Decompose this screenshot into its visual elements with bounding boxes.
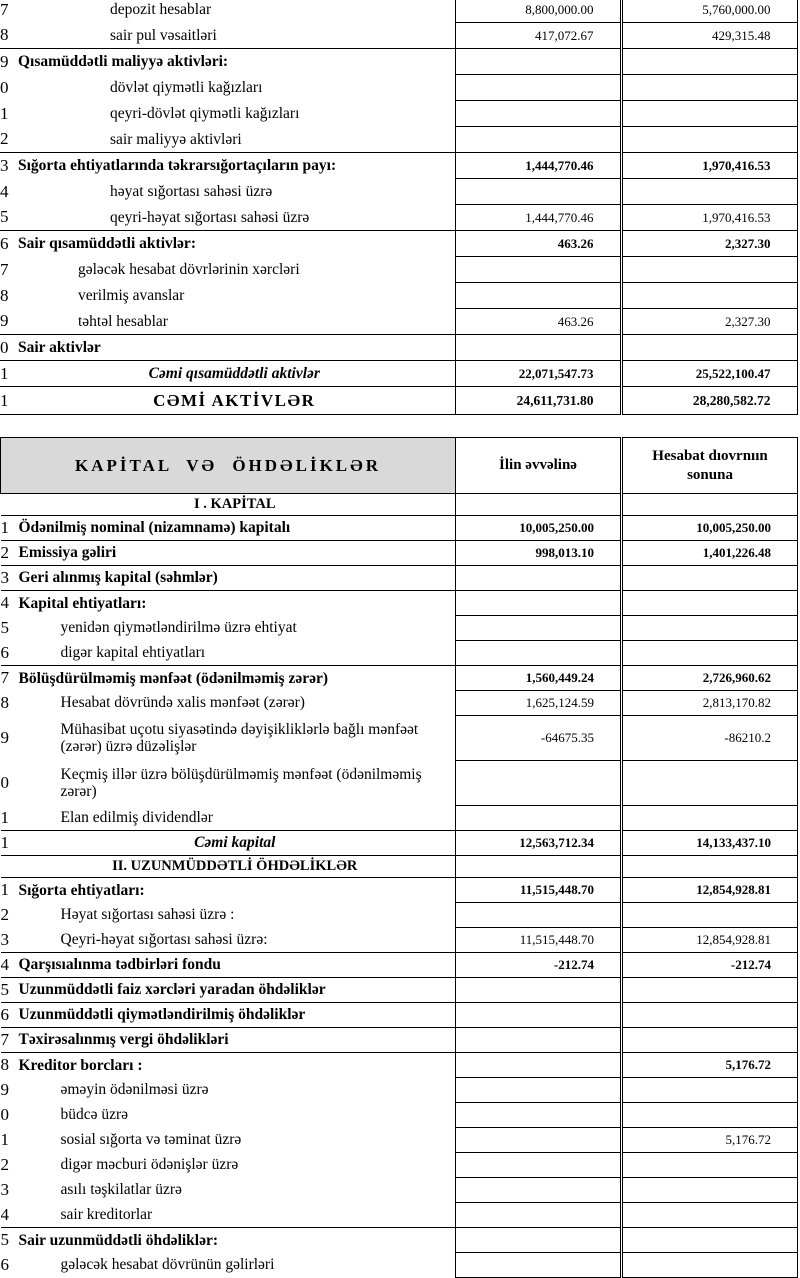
- value-start-of-year: [456, 641, 621, 666]
- value-end-of-period: 2,327.30: [622, 309, 797, 335]
- row-number: 8: [0, 693, 9, 712]
- row-label: sair maliyyə aktivləri: [110, 130, 242, 148]
- col-header-start-of-year: İlin əvvəlinə: [456, 438, 621, 494]
- row-label: Həyat sığortası sahəsi üzrə :: [60, 906, 235, 924]
- table-row: [0, 387, 797, 415]
- table-row: [0, 231, 797, 257]
- row-number: 0: [0, 1105, 9, 1124]
- table-row: [1, 1078, 798, 1103]
- table-row: [0, 257, 797, 283]
- table-row: [1, 616, 798, 641]
- value-end-of-period: [622, 257, 797, 283]
- table-row: [1, 1053, 798, 1078]
- value-end-of-period: 28,280,582.72: [622, 387, 797, 415]
- row-label: Sair uzunmüddətli öhdəliklər:: [15, 1228, 456, 1253]
- value-end-of-period: [623, 903, 798, 928]
- row-label: Uzunmüddətli faiz xərcləri yaradan öhdəliklər: [15, 978, 456, 1003]
- value-end-of-period: [623, 1203, 798, 1228]
- value-start-of-year: 998,013.10: [456, 541, 621, 566]
- row-label: Qısamüddətli maliyyə aktivləri:: [14, 49, 455, 75]
- row-label: Sair qısamüddətli aktivlər:: [14, 231, 455, 257]
- value-start-of-year: 463.26: [455, 231, 620, 257]
- row-label: digər məcburi ödənişlər üzrə: [60, 1156, 239, 1174]
- value-start-of-year: [456, 566, 621, 591]
- value-start-of-year: 8,800,000.00: [455, 0, 620, 23]
- value-end-of-period: [623, 806, 798, 831]
- value-start-of-year: [456, 1028, 621, 1053]
- value-end-of-period: [623, 1103, 798, 1128]
- table-row: [1, 1153, 798, 1178]
- value-end-of-period: [622, 49, 797, 75]
- row-label: asılı təşkilatlar üzrə: [60, 1181, 182, 1199]
- value-start-of-year: 1,444,770.46: [455, 205, 620, 231]
- row-label: Kapital ehtiyatları:: [15, 591, 456, 616]
- row-label: Qarşısıalınma tədbirləri fondu: [15, 953, 456, 978]
- row-number: 3: [0, 1180, 9, 1199]
- value-start-of-year: [455, 101, 620, 127]
- value-end-of-period: 25,522,100.47: [622, 361, 797, 387]
- row-number: 3: [0, 153, 14, 179]
- value-end-of-period: [622, 127, 797, 153]
- table-row: [0, 309, 797, 335]
- table-row: [1, 1103, 798, 1128]
- value-start-of-year: [456, 903, 621, 928]
- value-end-of-period: 5,760,000.00: [622, 0, 797, 23]
- row-label: Uzunmüddətli qiymətləndirilmiş öhdəliklər: [15, 1003, 456, 1028]
- value-start-of-year: [455, 49, 620, 75]
- row-number: 8: [1, 1053, 15, 1078]
- value-end-of-period: [622, 75, 797, 101]
- value-end-of-period: [623, 616, 798, 641]
- table-row: [0, 361, 797, 387]
- row-number: 7: [1, 1028, 15, 1053]
- value-end-of-period: 12,854,928.81: [623, 928, 798, 953]
- row-label: Keçmiş illər üzrə bölüşdürülməmiş mənfəət (ödənilməmiş zərər): [60, 765, 422, 800]
- value-start-of-year: 1,560,449.24: [456, 666, 621, 691]
- value-end-of-period: [622, 283, 797, 309]
- row-number: 6: [0, 642, 9, 662]
- value-end-of-period: 1,970,416.53: [622, 153, 797, 179]
- row-number: 1: [0, 807, 9, 827]
- value-start-of-year: 12,563,712.34: [456, 831, 621, 856]
- value-end-of-period: 2,327.30: [622, 231, 797, 257]
- value-end-of-period: 5,176.72: [623, 1128, 798, 1153]
- value-start-of-year: [456, 1128, 621, 1153]
- value-start-of-year: 11,515,448.70: [456, 878, 621, 903]
- value-end-of-period: [623, 1003, 798, 1028]
- value-start-of-year: [456, 761, 621, 806]
- row-label: Bölüşdürülməmiş mənfəət (ödənilməmiş zərər): [15, 666, 456, 691]
- col-header-end-of-period: Hesabat dıovrnıın sonuna: [623, 438, 798, 494]
- row-number: 1: [1, 878, 15, 903]
- value-end-of-period: [623, 1078, 798, 1103]
- row-label: Hesabat dövründə xalis mənfəət (zərər): [60, 694, 305, 712]
- table-row: [0, 179, 797, 205]
- value-end-of-period: [623, 1178, 798, 1203]
- row-label: Sair aktivlər: [14, 335, 455, 361]
- row-label: Cəmi qısamüddətli aktivlər: [14, 361, 455, 387]
- row-label: Kreditor borcları :: [15, 1053, 456, 1078]
- table-row: [1, 641, 798, 666]
- table-row: [1, 878, 798, 903]
- table-row: [1, 1028, 798, 1053]
- value-end-of-period: 10,005,250.00: [623, 516, 798, 541]
- table-header-row: [1, 438, 798, 494]
- table-row: [0, 335, 797, 361]
- table-row: [1, 1178, 798, 1203]
- table-row: [1, 516, 798, 541]
- row-label: I . KAPİTAL: [15, 494, 456, 516]
- row-number: 2: [0, 1155, 9, 1174]
- value-start-of-year: [456, 616, 621, 641]
- value-end-of-period: [623, 978, 798, 1003]
- row-number: 9: [0, 311, 9, 331]
- table-row: [1, 761, 798, 806]
- row-number: 4: [0, 181, 9, 201]
- row-number: 7: [0, 0, 9, 19]
- value-start-of-year: [456, 494, 621, 516]
- value-start-of-year: 24,611,731.80: [455, 387, 620, 415]
- value-end-of-period: [623, 591, 798, 616]
- table-row: [0, 283, 797, 309]
- table-row: [1, 541, 798, 566]
- row-number: 7: [1, 666, 15, 691]
- capital-liabilities-title: KAPİTAL VƏ ÖHDƏLİKLƏR: [1, 438, 456, 494]
- value-start-of-year: 22,071,547.73: [455, 361, 620, 387]
- row-number: 8: [0, 285, 9, 305]
- row-number: 2: [1, 541, 15, 566]
- value-start-of-year: 417,072.67: [455, 23, 620, 49]
- assets-table: [0, 0, 798, 415]
- value-start-of-year: [456, 1003, 621, 1028]
- value-start-of-year: 1,625,124.59: [456, 691, 621, 716]
- table-row: [0, 49, 797, 75]
- row-label: qeyri-həyat sığortası sahəsi üzrə: [110, 208, 310, 226]
- row-number: 6: [1, 1003, 15, 1028]
- value-end-of-period: [623, 566, 798, 591]
- value-start-of-year: [455, 75, 620, 101]
- value-start-of-year: [456, 1103, 621, 1128]
- table-row: [1, 1003, 798, 1028]
- table-row: [1, 928, 798, 953]
- row-number: 4: [0, 1204, 9, 1224]
- table-row: [0, 127, 797, 153]
- value-start-of-year: [456, 856, 621, 878]
- value-start-of-year: -212.74: [456, 953, 621, 978]
- value-end-of-period: [623, 641, 798, 666]
- value-start-of-year: [456, 1203, 621, 1228]
- value-end-of-period: -86210.2: [623, 716, 798, 761]
- row-label: sair pul vəsaitləri: [110, 26, 217, 44]
- table-row: [1, 1228, 798, 1253]
- value-end-of-period: 1,401,226.48: [623, 541, 798, 566]
- value-end-of-period: -212.74: [623, 953, 798, 978]
- row-label: sair kreditorlar: [60, 1206, 153, 1224]
- row-number: 5: [0, 207, 9, 227]
- table-row: [1, 566, 798, 591]
- value-start-of-year: [456, 1078, 621, 1103]
- value-end-of-period: 2,813,170.82: [623, 691, 798, 716]
- row-number: 8: [0, 25, 9, 45]
- row-number: 6: [0, 1255, 9, 1274]
- row-label: əməyin ödənilməsi üzrə: [60, 1081, 209, 1099]
- table-row: [0, 205, 797, 231]
- value-end-of-period: [622, 101, 797, 127]
- row-label: Geri alınmış kapital (səhmlər): [15, 566, 456, 591]
- row-label: dövlət qiymətli kağızları: [110, 78, 263, 96]
- table-row: [1, 806, 798, 831]
- table-row: [1, 953, 798, 978]
- row-label: qeyri-dövlət qiymətli kağızları: [110, 104, 300, 122]
- row-number: 0: [0, 77, 9, 97]
- table-row: [1, 831, 798, 856]
- value-end-of-period: 14,133,437.10: [623, 831, 798, 856]
- value-start-of-year: [456, 1178, 621, 1203]
- value-start-of-year: [456, 1153, 621, 1178]
- row-number: 1: [0, 1130, 9, 1149]
- row-number: 9: [0, 728, 9, 747]
- table-row: [1, 494, 798, 516]
- row-label: Elan edilmiş dividendlər: [60, 809, 213, 827]
- value-end-of-period: 429,315.48: [622, 23, 797, 49]
- value-end-of-period: [623, 856, 798, 878]
- row-label: gələcək hesabat dövrünün gəlirləri: [60, 1256, 275, 1274]
- row-number: 1: [1, 516, 15, 541]
- value-start-of-year: 1,444,770.46: [455, 153, 620, 179]
- row-number: 4: [1, 953, 15, 978]
- table-row: [0, 101, 797, 127]
- row-label: həyat sığortası sahəsi üzrə: [110, 182, 273, 200]
- row-number: 5: [1, 1228, 15, 1253]
- row-label: sosial sığorta və təminat üzrə: [60, 1131, 242, 1149]
- row-label: yenidən qiymətləndirilmə üzrə ehtiyat: [60, 619, 297, 637]
- value-start-of-year: [456, 1253, 621, 1278]
- row-label: gələcək hesabat dövrlərinin xərcləri: [78, 260, 300, 278]
- table-row: [1, 666, 798, 691]
- value-start-of-year: [455, 257, 620, 283]
- row-number: 5: [0, 618, 9, 637]
- table-row: [1, 978, 798, 1003]
- row-number: 6: [0, 231, 14, 257]
- value-start-of-year: [455, 335, 620, 361]
- row-number: 7: [0, 259, 9, 279]
- row-label: Sığorta ehtiyatları:: [15, 878, 456, 903]
- value-start-of-year: 11,515,448.70: [456, 928, 621, 953]
- row-label: digər kapital ehtiyatları: [60, 644, 206, 662]
- row-number: 3: [0, 929, 9, 949]
- row-label: büdcə üzrə: [60, 1106, 129, 1124]
- row-label: Sığorta ehtiyatlarında təkrarsığortaçıların payı:: [14, 153, 455, 179]
- table-row: [1, 1253, 798, 1278]
- row-label: Qeyri-həyat sığortası sahəsi üzrə:: [60, 931, 268, 949]
- table-row: [0, 23, 797, 49]
- row-number: 0: [0, 773, 9, 792]
- table-row: [1, 691, 798, 716]
- value-start-of-year: 463.26: [455, 309, 620, 335]
- value-end-of-period: [623, 1028, 798, 1053]
- value-start-of-year: 10,005,250.00: [456, 516, 621, 541]
- row-number: 1: [0, 387, 14, 415]
- row-label: Təxirəsalınmış vergi öhdəlikləri: [15, 1028, 456, 1053]
- value-start-of-year: [455, 283, 620, 309]
- row-number: 2: [0, 129, 9, 149]
- value-start-of-year: -64675.35: [456, 716, 621, 761]
- row-label: depozit hesablar: [110, 0, 212, 18]
- value-start-of-year: [456, 591, 621, 616]
- value-start-of-year: [456, 1228, 621, 1253]
- row-number: 3: [1, 566, 15, 591]
- row-number: 1: [0, 361, 14, 387]
- value-end-of-period: 2,726,960.62: [623, 666, 798, 691]
- row-label: Mühasibat uçotu siyasətində dəyişikliklərlə bağlı mənfəət (zərər) üzrə düzəlişlər: [60, 720, 419, 755]
- table-row: [1, 716, 798, 761]
- value-end-of-period: [623, 1228, 798, 1253]
- value-end-of-period: [623, 1253, 798, 1278]
- row-label: Cəmi kapital: [15, 831, 456, 856]
- value-start-of-year: [456, 1053, 621, 1078]
- table-row: [0, 75, 797, 101]
- value-end-of-period: 12,854,928.81: [623, 878, 798, 903]
- value-start-of-year: [456, 806, 621, 831]
- capital-liabilities-table: [0, 437, 798, 1278]
- value-end-of-period: 5,176.72: [623, 1053, 798, 1078]
- row-label: II. UZUNMÜDDƏTLİ ÖHDƏLİKLƏR: [15, 856, 456, 878]
- value-end-of-period: [623, 494, 798, 516]
- value-end-of-period: [622, 335, 797, 361]
- row-number: 5: [1, 978, 15, 1003]
- row-label: təhtəl hesablar: [78, 312, 168, 330]
- row-number: 9: [0, 49, 14, 75]
- row-number: [1, 856, 15, 878]
- value-end-of-period: [623, 761, 798, 806]
- table-row: [0, 153, 797, 179]
- table-row: [0, 0, 797, 23]
- row-number: 4: [1, 591, 15, 616]
- value-end-of-period: 1,970,416.53: [622, 205, 797, 231]
- row-number: 0: [0, 335, 14, 361]
- table-row: [1, 1128, 798, 1153]
- table-row: [1, 903, 798, 928]
- row-label: Emissiya gəliri: [15, 541, 456, 566]
- value-start-of-year: [455, 179, 620, 205]
- row-label: Ödənilmiş nominal (nizamnamə) kapitalı: [15, 516, 456, 541]
- row-label: CƏMİ AKTİVLƏR: [14, 387, 455, 415]
- table-row: [1, 591, 798, 616]
- row-number: 2: [0, 905, 9, 924]
- table-separator: [0, 415, 800, 437]
- row-number: 1: [1, 831, 15, 856]
- value-start-of-year: [456, 978, 621, 1003]
- value-start-of-year: [455, 127, 620, 153]
- value-end-of-period: [623, 1153, 798, 1178]
- row-label: verilmiş avanslar: [78, 286, 185, 304]
- row-number: 1: [0, 103, 9, 123]
- row-number: [1, 494, 15, 516]
- table-row: [1, 1203, 798, 1228]
- table-row: [1, 856, 798, 878]
- value-end-of-period: [622, 179, 797, 205]
- row-number: 9: [0, 1080, 9, 1099]
